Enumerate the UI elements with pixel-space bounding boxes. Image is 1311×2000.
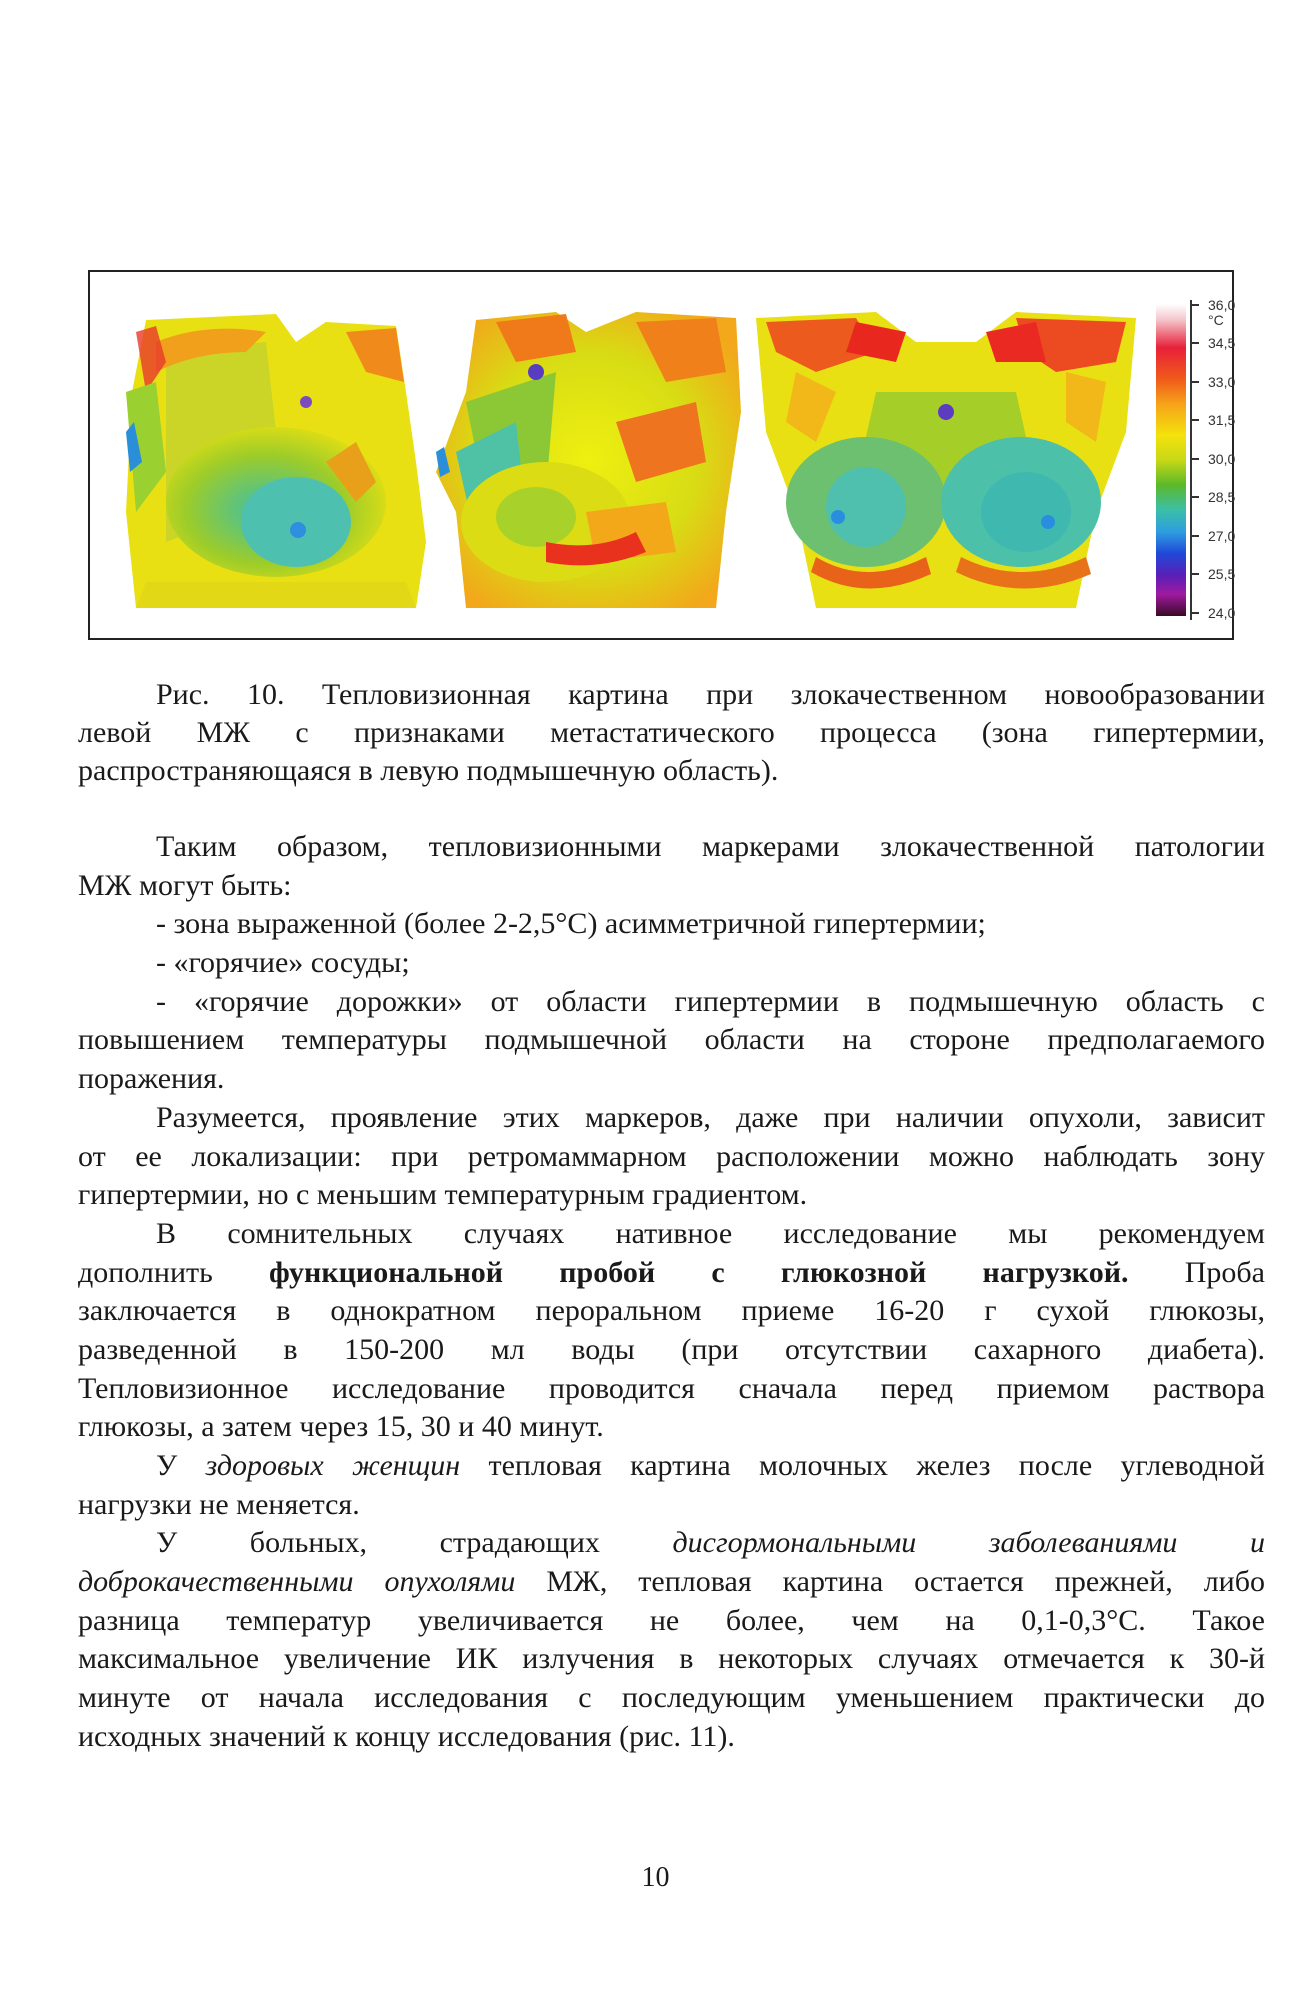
thermogram-front xyxy=(756,312,1136,608)
caption-line: Рис. 10. Тепловизионная картина при злокачественном новообразовании xyxy=(156,678,1265,711)
paragraph-line xyxy=(78,1524,1265,1563)
text-run: МЖ, тепловая картина остается прежней, либо xyxy=(515,1565,1265,1599)
paragraph-line: глюкозы, а затем через 15, 30 и 40 минут. xyxy=(78,1410,604,1444)
paragraph-line: Тепловизионное исследование проводится сначала перед приемом раствора xyxy=(78,1371,1265,1405)
text-run: тепловая картина молочных желез после углеводной xyxy=(460,1449,1265,1482)
paragraph-line: В сомнительных случаях нативное исследование мы рекомендуем xyxy=(156,1216,1265,1250)
list-item: - «горячие дорожки» от области гипертермии в подмышечную область с xyxy=(156,984,1265,1018)
text-run: дополнить xyxy=(78,1255,270,1289)
scale-label-25-5: 25,5 xyxy=(1208,566,1236,582)
paragraph-line: гипертермии, но с меньшим температурным градиентом. xyxy=(78,1178,808,1212)
text-run: У xyxy=(156,1449,206,1482)
scale-label-24: 24,0 xyxy=(1208,605,1236,621)
paragraph-line: от ее локализации: при ретромаммарном расположении можно наблюдать зону xyxy=(78,1139,1265,1173)
scale-label-31-5: 31,5 xyxy=(1208,412,1236,428)
body-text xyxy=(78,828,1265,1757)
scale-tick xyxy=(1192,419,1199,421)
temperature-color-scale xyxy=(1156,304,1186,616)
page-number: 10 xyxy=(641,1862,670,1893)
scale-tick xyxy=(1192,612,1199,614)
scale-tick xyxy=(1192,381,1199,383)
paragraph-line: исходных значений к концу исследования (рис. 11). xyxy=(78,1719,735,1753)
thermogram-left-side xyxy=(126,312,426,608)
thermogram-right-side xyxy=(436,312,746,608)
scale-tick xyxy=(1192,535,1199,537)
scale-label-30: 30,0 xyxy=(1208,451,1236,467)
scale-axis xyxy=(1190,300,1192,620)
paragraph-line xyxy=(78,1447,1265,1486)
paragraph-line: нагрузки не меняется. xyxy=(78,1487,360,1521)
scale-tick xyxy=(1192,496,1199,498)
list-item: - зона выраженной (более 2-2,5°С) асимметричной гипертермии; xyxy=(156,907,986,941)
paragraph-line xyxy=(78,1254,1265,1293)
scale-label-36: 36,0 xyxy=(1208,297,1236,313)
paragraph-line: Таким образом, тепловизионными маркерами злокачественной патологии xyxy=(156,830,1265,863)
paragraph-line: повышением температуры подмышечной области на стороне предполагаемого xyxy=(78,1023,1265,1057)
figure-caption xyxy=(78,676,1265,790)
caption-line: левой МЖ с признаками метастатического процесса (зона гипертермии, xyxy=(78,716,1265,749)
text-run: Проба xyxy=(1128,1255,1265,1289)
list-item: - «горячие» сосуды; xyxy=(156,946,410,980)
paragraph-line: Разумеется, проявление этих маркеров, даже при наличии опухоли, зависит xyxy=(156,1100,1265,1134)
paragraph-line: минуте от начала исследования с последующим уменьшением практически до xyxy=(78,1681,1265,1715)
scale-label-28-5: 28,5 xyxy=(1208,489,1236,505)
italic-term: доброкачественными опухолями xyxy=(78,1565,516,1599)
italic-term: дисгормональными заболеваниями и xyxy=(672,1526,1265,1560)
paragraph-line: поражения. xyxy=(78,1062,225,1096)
text-run: У больных, страдающих xyxy=(156,1526,673,1560)
paragraph-line: МЖ могут быть: xyxy=(78,868,292,902)
scale-label-34-5: 34,5 xyxy=(1208,335,1236,351)
scale-tick xyxy=(1192,304,1199,306)
paragraph-line xyxy=(78,1563,1265,1602)
bold-term: функциональной пробой с глюкозной нагрузкой. xyxy=(269,1255,1129,1289)
paragraph-line: разница температур увеличивается не более, чем на 0,1-0,3°С. Такое xyxy=(78,1603,1265,1637)
scale-tick xyxy=(1192,342,1199,344)
scale-unit: °C xyxy=(1208,312,1224,328)
italic-term: здоровых женщин xyxy=(205,1449,461,1482)
caption-line: распространяющаяся в левую подмышечную область). xyxy=(78,754,779,787)
scale-label-27: 27,0 xyxy=(1208,528,1236,544)
scale-tick xyxy=(1192,458,1199,460)
paragraph-line: разведенной в 150-200 мл воды (при отсутствии сахарного диабета). xyxy=(78,1332,1265,1366)
paragraph-line: максимальное увеличение ИК излучения в некоторых случаях отмечается к 30-й xyxy=(78,1642,1265,1676)
scale-label-33: 33,0 xyxy=(1208,374,1236,390)
scale-tick xyxy=(1192,573,1199,575)
paragraph-line: заключается в однократном пероральном приеме 16-20 г сухой глюкозы, xyxy=(78,1294,1265,1328)
